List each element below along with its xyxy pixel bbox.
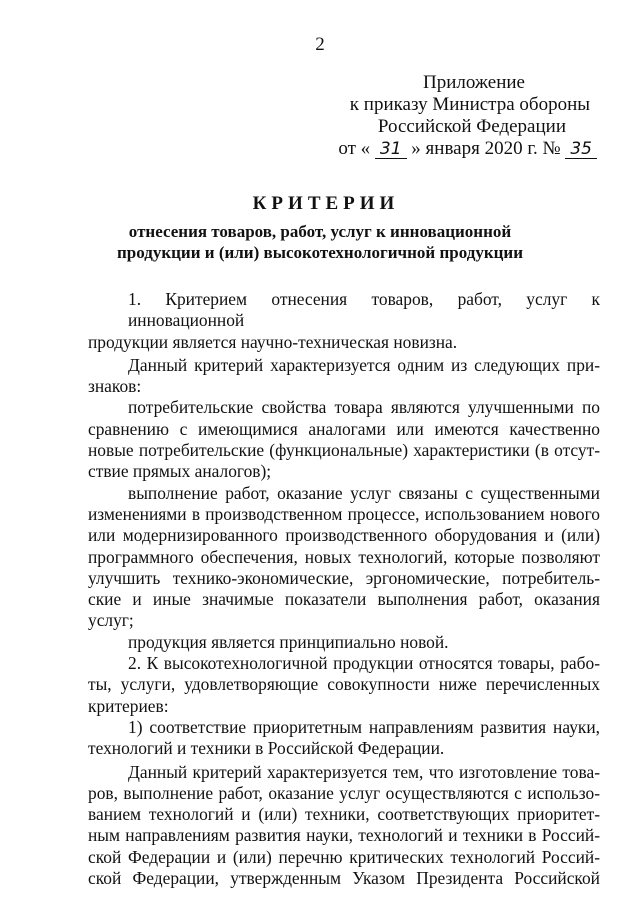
text-line: ской Федерации, утвержденным Указом Президента Российской: [88, 868, 600, 889]
handwritten-day: 31: [375, 141, 407, 159]
text-line: ствие прямых аналогов);: [88, 461, 272, 482]
appendix-title: Приложение: [423, 72, 525, 93]
title-subtitle: [0, 221, 640, 263]
title-main: КРИТЕРИИ: [252, 193, 400, 214]
date-prefix: от «: [338, 138, 371, 159]
text-line: ров, выполнение работ, оказание услуг осуществляются с использо-: [88, 782, 600, 803]
text-line: новые потребительские (функциональные) характеристики (в отсут-: [88, 440, 600, 461]
text-line: потребительские свойства товара являются улучшенными по: [128, 397, 600, 418]
document-title: [0, 193, 640, 263]
text-line: ным направлениям развития науки, технологий и техники в Россий-: [88, 825, 600, 846]
text-line: знаков:: [88, 376, 142, 397]
text-line: ской Федерации и (или) перечню критических технологий Россий-: [88, 846, 600, 867]
text-line: Данный критерий характеризуется одним из следующих при-: [128, 354, 600, 375]
text-line: улучшить технико-экономические, эргономические, потребитель-: [88, 567, 600, 588]
text-line: критериев:: [88, 695, 169, 716]
title-subtitle-line-1: отнесения товаров, работ, услуг к инновационной: [128, 222, 512, 241]
date-middle: » января 2020 г. №: [411, 138, 561, 159]
page-number: 2: [315, 34, 325, 55]
text-line: продукция является принципиально новой.: [128, 631, 449, 652]
text-line: услуг;: [88, 610, 134, 631]
text-line: изменениями в производственном процессе, использованием нового: [88, 503, 600, 524]
text-line: программного обеспечения, новых технологий, которые позволяют: [88, 546, 600, 567]
text-line: или модернизированного производственного оборудования и (или): [88, 525, 600, 546]
text-line: 2. К высокотехнологичной продукции относятся товары, рабо-: [128, 653, 600, 674]
text-line: ские и иные значимые показатели выполнения работ, оказания: [88, 589, 600, 610]
text-line: 1) соответствие приоритетным направлениям развития науки,: [128, 716, 600, 737]
handwritten-order-number: 35: [565, 141, 597, 159]
appendix-header: [0, 72, 592, 160]
text-line: выполнение работ, оказание услуг связаны с существенными: [128, 482, 600, 503]
appendix-date-line: [0, 138, 597, 160]
text-line: продукции является научно-техническая новизна.: [88, 331, 458, 352]
text-line: сравнению с имеющимися аналогами или имеются качественно: [88, 418, 600, 439]
appendix-order-reference: к приказу Министра обороны: [349, 94, 590, 115]
text-line: 1. Критерием отнесения товаров, работ, услуг к инновационной: [128, 289, 600, 331]
text-line: технологий и техники в Российской Федерации.: [88, 738, 445, 759]
title-subtitle-line-2: продукции и (или) высокотехнологичной продукции: [116, 243, 524, 262]
text-line: ванием технологий и (или) техники, соответствующих приоритет-: [88, 804, 600, 825]
text-line: Данный критерий характеризуется тем, что изготовление това-: [128, 761, 600, 782]
appendix-country: Российской Федерации: [377, 116, 566, 137]
text-line: ты, услуги, удовлетворяющие совокупности ниже перечисленных: [88, 674, 600, 695]
body-text: [88, 289, 600, 889]
